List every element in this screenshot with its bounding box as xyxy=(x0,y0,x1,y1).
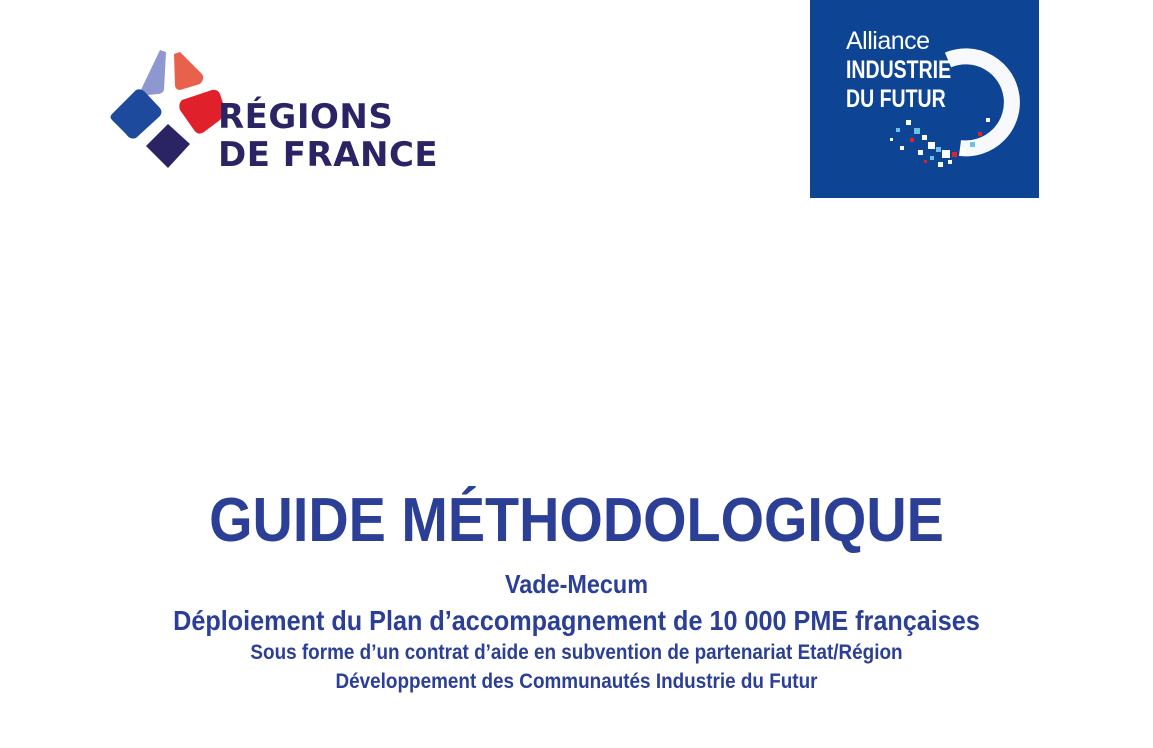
alliance-industrie-du-futur-logo xyxy=(810,0,1039,198)
document-subtitle-communities: Développement des Communautés Industrie du Futur xyxy=(335,670,818,693)
regions-logo-line2: DE FRANCE xyxy=(218,135,439,175)
document-title: GUIDE MÉTHODOLOGIQUE xyxy=(209,486,944,555)
regions-de-france-wordmark xyxy=(218,98,438,174)
document-subtitle-plan: Déploiement du Plan d’accompagnement de 10 000 PME françaises xyxy=(173,605,980,636)
document-subtitle-vade-mecum: Vade-Mecum xyxy=(504,569,649,599)
document-title-block xyxy=(0,478,1153,696)
regions-de-france-logo xyxy=(108,44,439,180)
regions-de-france-mark-icon xyxy=(108,44,232,174)
alliance-logo-line1: INDUSTRIE xyxy=(846,56,952,84)
alliance-logo-line2: DU FUTUR xyxy=(846,85,946,113)
document-subtitle-contract: Sous forme d’un contrat d’aide en subvention de partenariat Etat/Région xyxy=(250,641,903,664)
alliance-logo-word: Alliance xyxy=(846,27,930,55)
regions-logo-line1: RÉGIONS xyxy=(218,97,394,137)
